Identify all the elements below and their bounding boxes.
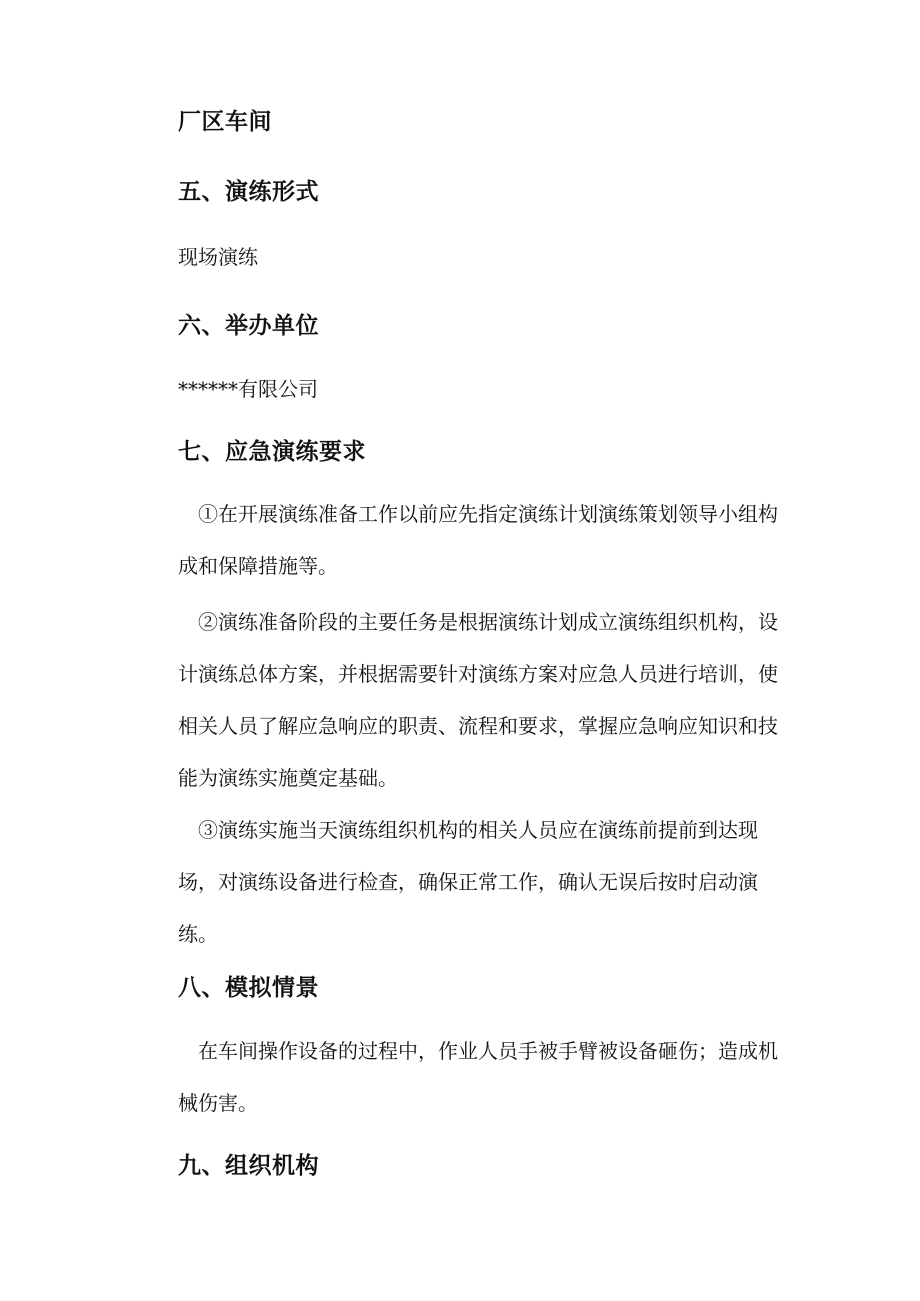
section-heading-organizer: 六、举办单位: [178, 313, 319, 339]
requirement-paragraph-1-text: ①在开展演练准备工作以前应先指定演练计划演练策划领导小组构成和保障措施等。: [178, 502, 778, 578]
requirement-paragraph-3-text: ③演练实施当天演练组织机构的相关人员应在演练前提前到达现场，对演练设备进行检查，确保正常工作，确认无误后按时启动演练。: [178, 818, 758, 946]
requirement-paragraph-2-text: ②演练准备阶段的主要任务是根据演练计划成立演练组织机构，设计演练总体方案，并根据需要针对演练方案对应急人员进行培训，使相关人员了解应急响应的职责、流程和要求，掌握应急响应知识和技能为演练实施奠定基础。: [178, 610, 778, 790]
organizer-text: ******有限公司: [178, 377, 318, 401]
scenario-paragraph: [178, 1025, 778, 1129]
requirement-paragraph-1: [178, 488, 778, 592]
section-heading-organization: 九、组织机构: [178, 1153, 319, 1179]
section-heading-drill-form: 五、演练形式: [178, 179, 319, 205]
requirement-paragraph-3: [178, 804, 778, 960]
drill-form-text: 现场演练: [178, 245, 258, 269]
section-heading-requirements: 七、应急演练要求: [178, 439, 366, 465]
section-heading-scenario: 八、模拟情景: [178, 975, 319, 1001]
requirement-paragraph-2: [178, 596, 778, 804]
scenario-paragraph-text: 在车间操作设备的过程中，作业人员手被手臂被设备砸伤；造成机械伤害。: [178, 1039, 778, 1115]
location-line: 厂区车间: [178, 109, 272, 135]
